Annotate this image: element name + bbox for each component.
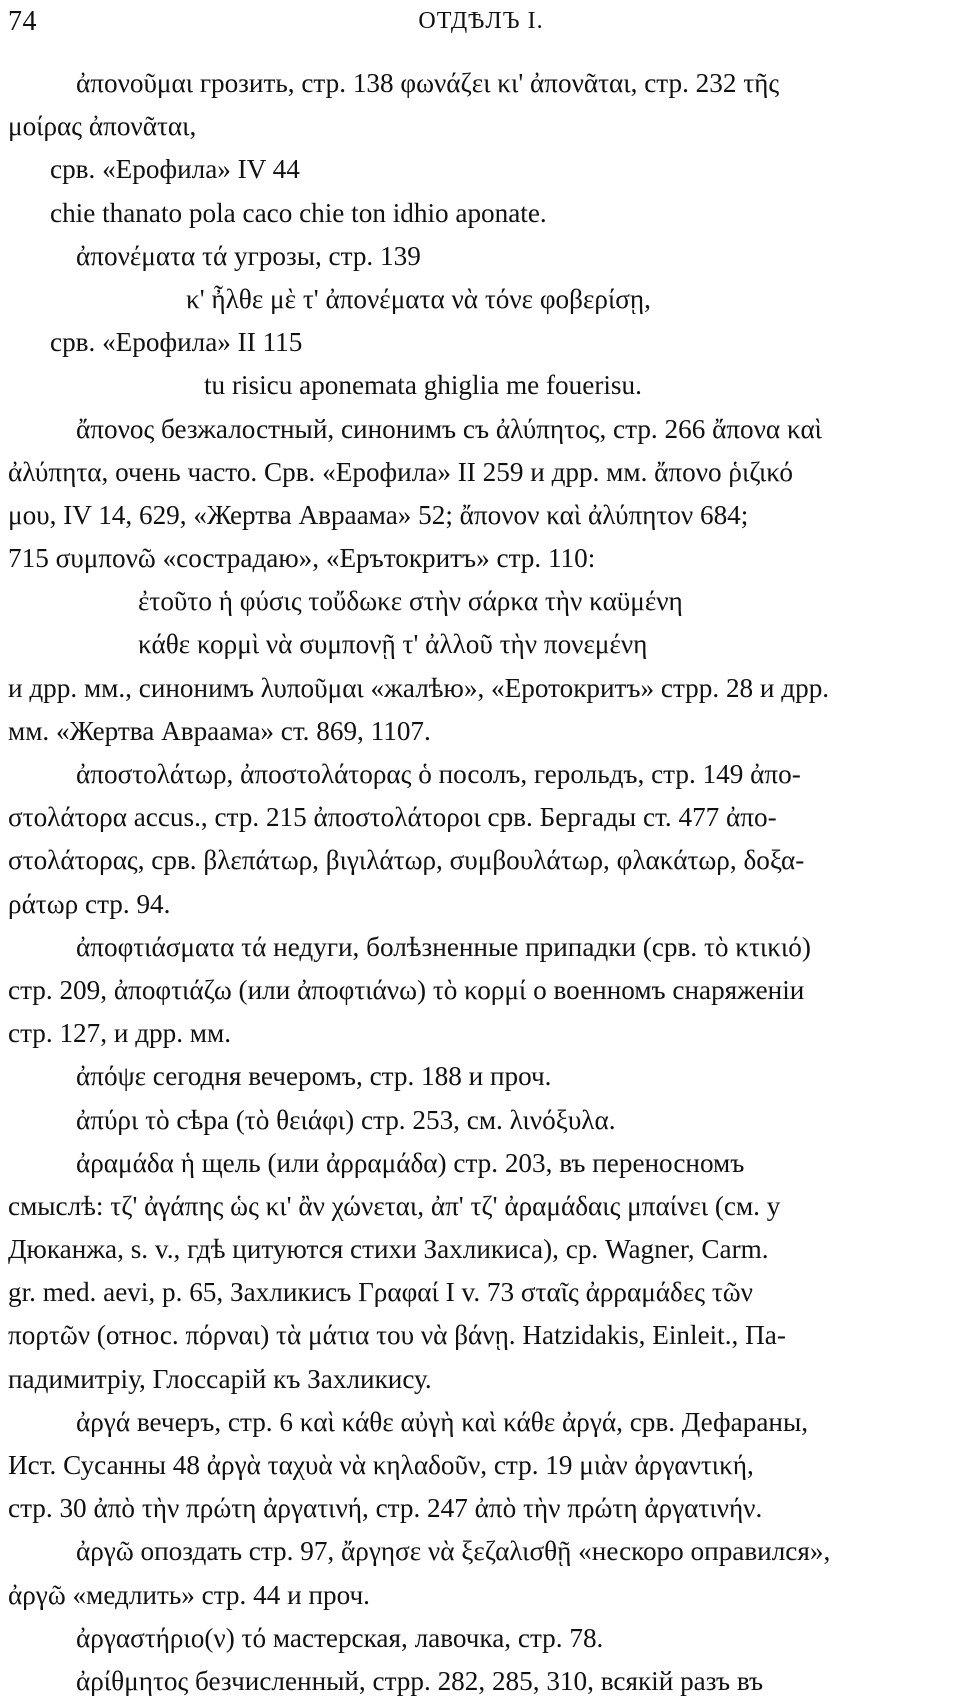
text-line: κάθε κορμὶ νὰ συμπονῇ τ' ἀλλοῦ τὴν πονεμένη bbox=[138, 629, 648, 660]
text-line: ἀρίθμητος безчисленный, стрр. 282, 285, 310, всякій разъ въ bbox=[76, 1665, 764, 1696]
text-line: стр. 127, и дрр. мм. bbox=[8, 1018, 232, 1049]
text-line: ἀργαστήριο(ν) τό мастерская, лавочка, стр. 78. bbox=[76, 1622, 604, 1653]
text-line: срв. «Ерофила» II 115 bbox=[50, 327, 303, 358]
text-line: ἀπόψε сегодня вечеромъ, стр. 188 и проч. bbox=[76, 1061, 552, 1092]
text-line: и дрр. мм., синонимъ λυποῦμαι «жалѣю», «Еротокритъ» стрр. 28 и дрр. bbox=[8, 672, 830, 703]
text-line: ἀποφτιάσματα τά недуги, болѣзненные припадки (срв. τὸ κτικιό) bbox=[76, 931, 811, 962]
page-header bbox=[8, 0, 954, 52]
text-line: ἀλύπητα, очень часто. Срв. «Ерофила» II 259 и дрр. мм. ἄπονο ῥιζικό bbox=[8, 456, 793, 487]
text-line: смыслѣ: τζ' ἀγάπης ὡς κι' ἂν χώνεται, ἀπ' τζ' ἀραμάδαις μπαίνει (см. у bbox=[8, 1190, 781, 1221]
text-line: ἀποστολάτωρ, ἀποστολάτορας ὁ посолъ, герольдъ, стр. 149 ἀπο- bbox=[76, 759, 801, 789]
text-line: chie thanato pola caco chie ton idhio aponate. bbox=[50, 197, 547, 228]
text-line: мм. «Жертва Авраама» ст. 869, 1107. bbox=[8, 715, 431, 746]
text-line: срв. «Ерофила» IV 44 bbox=[50, 154, 300, 185]
text-line: 715 συμπονῶ «сострадаю», «Ерътокритъ» стр. 110: bbox=[8, 543, 596, 574]
text-line: μοίρας ἀπονᾶται, bbox=[8, 111, 197, 142]
running-head: ОТДѢЛЪ I. bbox=[418, 8, 544, 34]
text-line: ἀπονοῦμαι грозить, стр. 138 φωνάζει κι' ἀπονᾶται, стр. 232 τῆς bbox=[76, 68, 780, 98]
page-number: 74 bbox=[8, 6, 37, 37]
text-line: стр. 209, ἀποφτιάζω (или ἀποφτιάνω) τὸ κορμί о военномъ снаряженіи bbox=[8, 974, 805, 1005]
text-line: ἀργῶ «медлить» стр. 44 и проч. bbox=[8, 1579, 370, 1610]
text-line: στολάτορα accus., стр. 215 ἀποστολάτοροι срв. Бергады ст. 477 ἀπο- bbox=[8, 802, 777, 833]
text-line: Дюканжа, s. v., гдѣ цитуются стихи Захликиса), ср. Wagner, Carm. bbox=[8, 1234, 769, 1265]
text-line: стр. 30 ἀπὸ τὴν πρώτη ἀργατινή, стр. 247 ἀπὸ τὴν πρώτη ἀργατινήν. bbox=[8, 1493, 763, 1524]
text-line: ἀργά вечеръ, стр. 6 καὶ κάθε αὐγὴ καὶ κάθε ἀργά, срв. Дефараны, bbox=[76, 1406, 809, 1437]
dictionary-text bbox=[8, 62, 954, 1703]
text-line: ἀπονέματα τά угрозы, стр. 139 bbox=[76, 240, 421, 271]
text-line: στολάτορας, срв. βλεπάτωρ, βιγιλάτωρ, συμβουλάτωρ, φλακάτωρ, δοξα- bbox=[8, 845, 805, 876]
text-line: gr. med. aevi, p. 65, Захликисъ Γραφαί I v. 73 σταῖς ἀρραμάδες τῶν bbox=[8, 1277, 753, 1308]
text-line: tu risicu aponemata ghiglia me fouerisu. bbox=[204, 370, 642, 401]
text-line: ἄπονος безжалостный, синонимъ съ ἀλύπητος, стр. 266 ἄπονα καὶ bbox=[76, 413, 822, 444]
text-line: ἀπύρι τὸ сѣра (τὸ θειάφι) стр. 253, см. λινόξυλα. bbox=[76, 1104, 616, 1135]
text-line: κ' ἦλθε μὲ τ' ἀπονέματα νὰ τόνε φοβερίσῃ, bbox=[186, 283, 651, 314]
text-line: ἐτοῦτο ἡ φύσις τοὔδωκε στὴν σάρκα τὴν καϋμένη bbox=[138, 586, 683, 617]
text-line: ράτωρ стр. 94. bbox=[8, 888, 171, 919]
text-line: πορτῶν (относ. πόρναι) τὰ μάτια του νὰ βάνῃ. Hatzidakis, Einleit., Па- bbox=[8, 1320, 786, 1351]
text-line: ἀργῶ опоздать стр. 97, ἄργησε νὰ ξεζαλισθῇ «нескоро оправился», bbox=[76, 1536, 831, 1567]
text-line: Ист. Сусанны 48 ἀργὰ ταχυὰ νὰ κηλαδοῦν, стр. 19 μιὰν ἀργαντική, bbox=[8, 1450, 754, 1480]
text-line: ἀραμάδα ἡ щель (или ἀρραμάδα) стр. 203, въ переносномъ bbox=[76, 1147, 745, 1178]
text-line: падимитріу, Глоссарій къ Захликису. bbox=[8, 1363, 432, 1394]
text-line: μου, IV 14, 629, «Жертва Авраама» 52; ἄπονον καὶ ἀλύπητον 684; bbox=[8, 499, 749, 530]
